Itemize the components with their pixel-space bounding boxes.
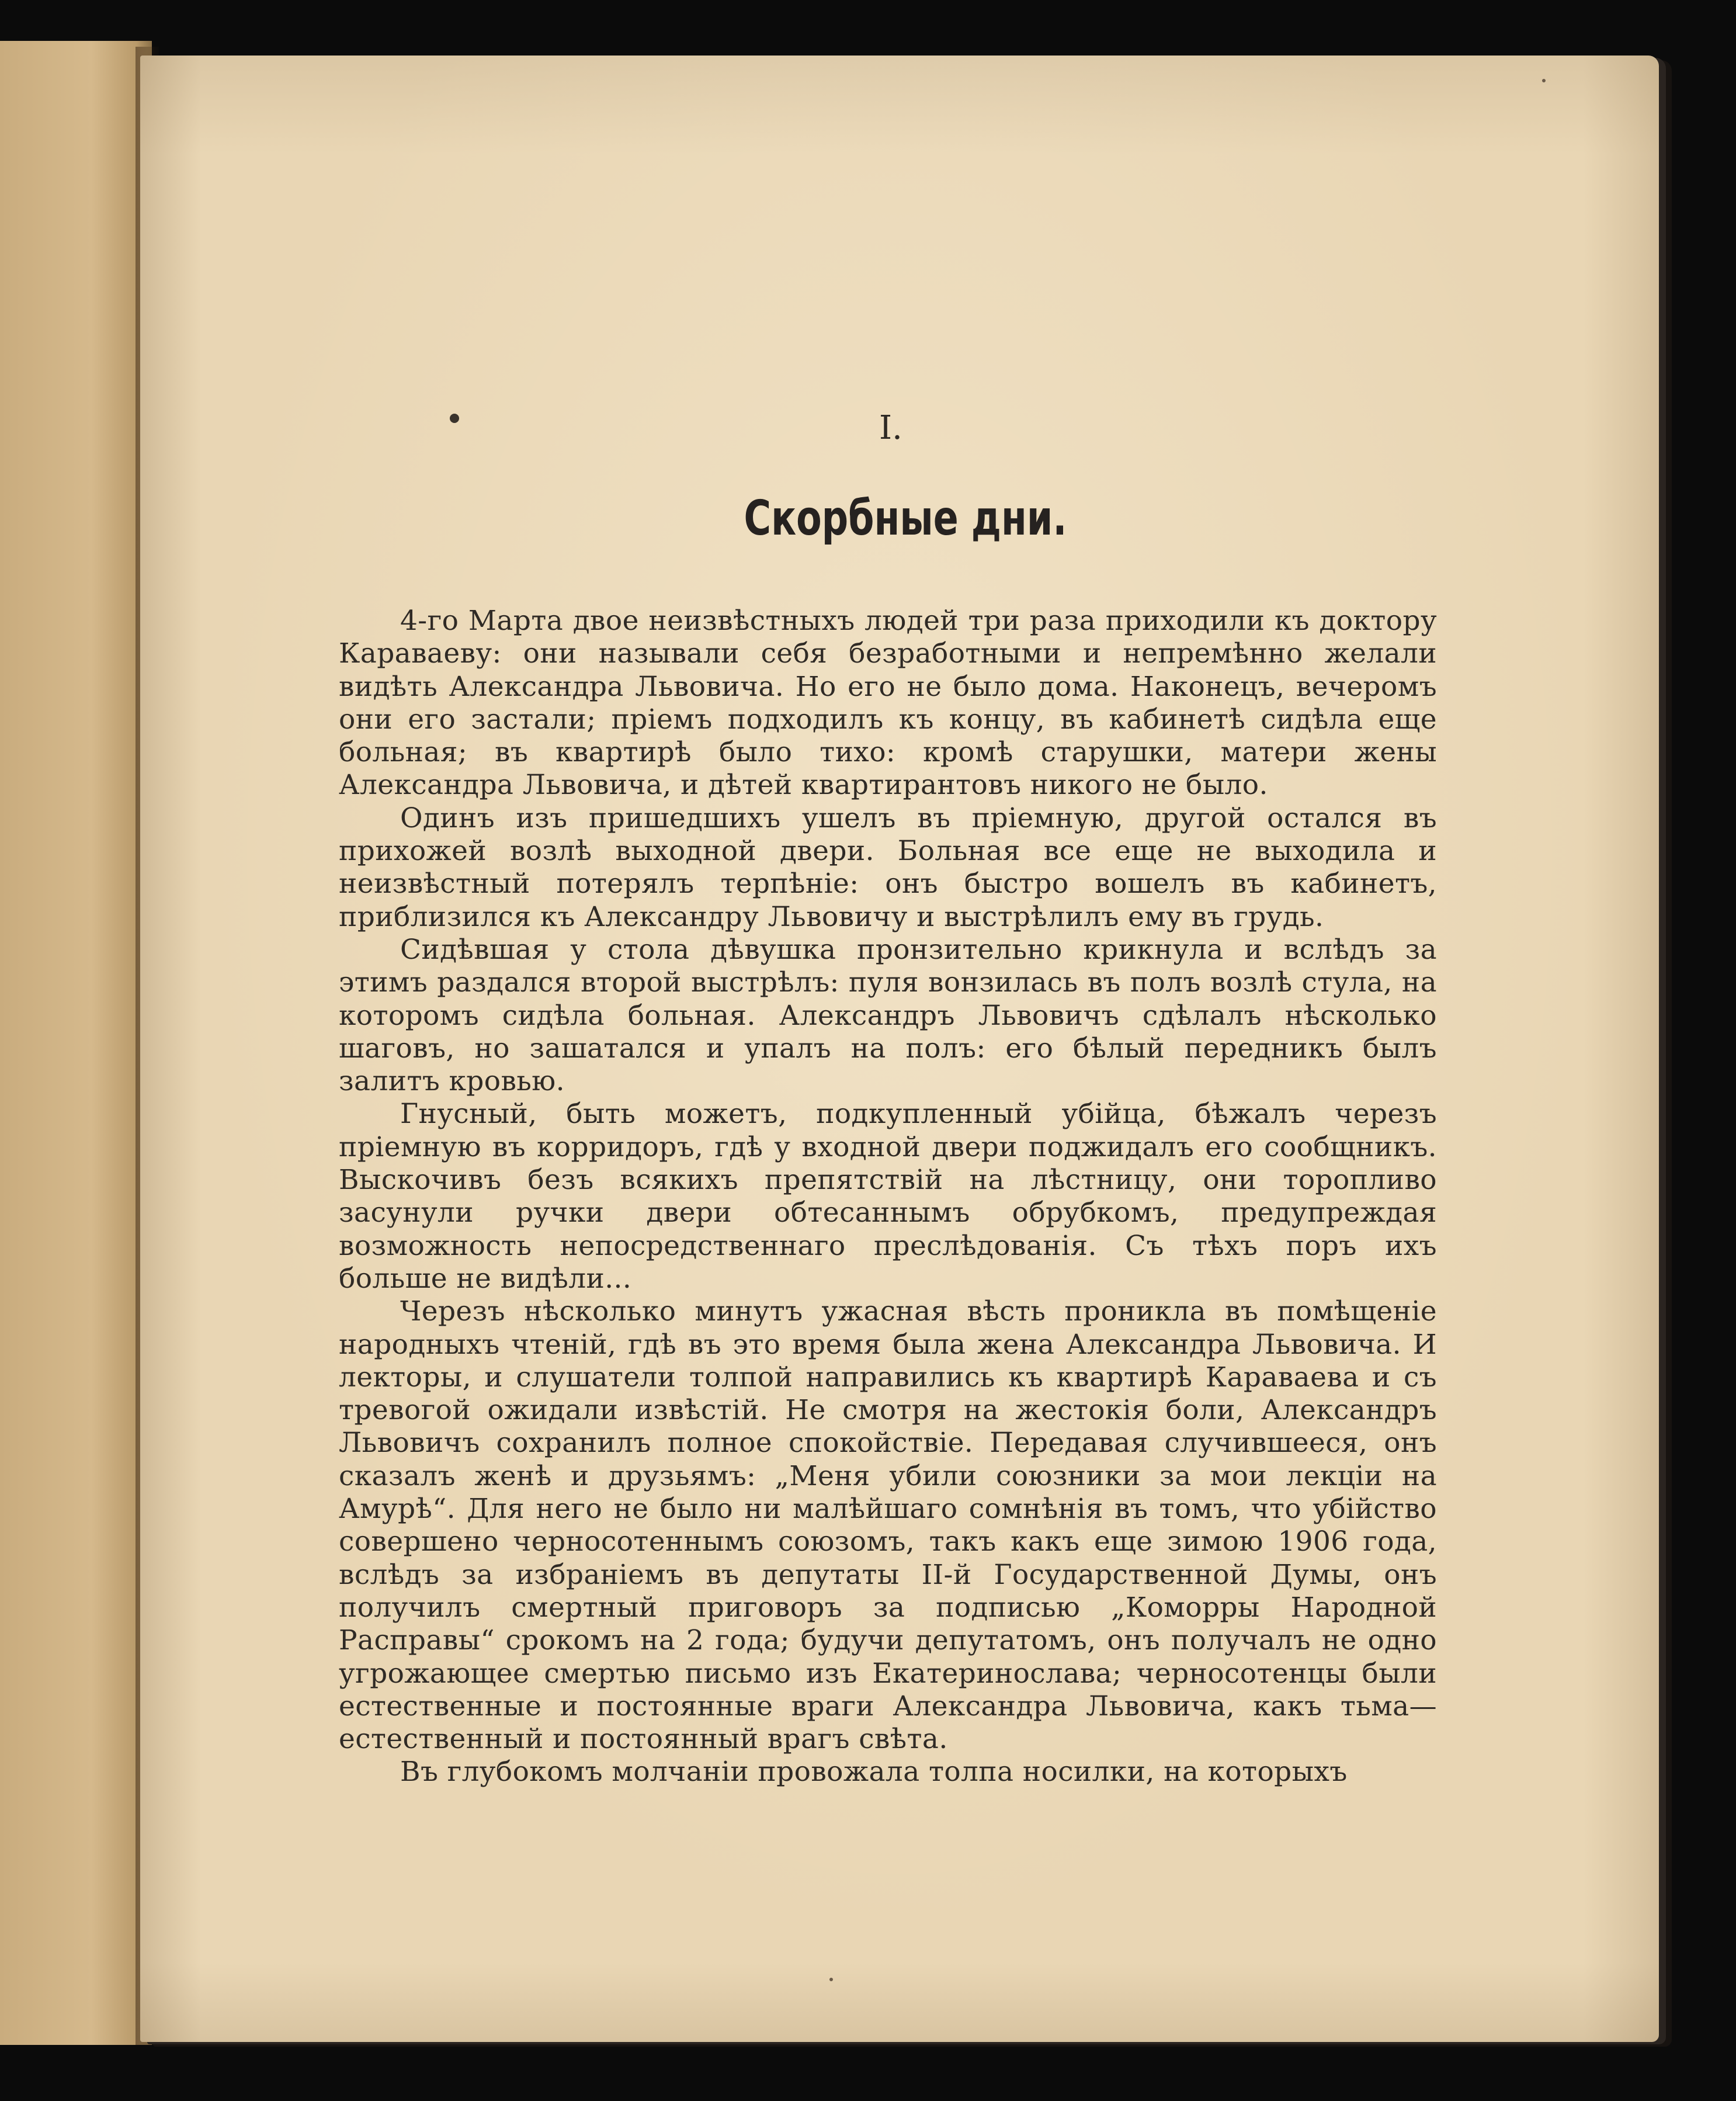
chapter-number: I. [879,409,902,447]
chapter-title: Скорбные дни. [744,491,1067,546]
facing-page-edge [0,41,152,2045]
paragraph: Сидѣвшая у стола дѣвушка пронзительно крикнула и вслѣдъ за этимъ раздался второй выстрѣлъ: пуля вонзилась въ полъ возлѣ стула, на которомъ сидѣла больная. Александръ Львовичъ сдѣлалъ нѣсколько шаговъ, но зашатался и упалъ на полъ: его бѣлый передникъ былъ залитъ кровью. [339,933,1437,1098]
paper-speck [829,1978,833,1981]
paragraph: Черезъ нѣсколько минутъ ужасная вѣсть проникла въ помѣщеніе народныхъ чтеній, гдѣ въ это время была жена Александра Львовича. И лекторы, и слушатели толпой направились къ квартирѣ Караваева и съ тревогой ожидали извѣстій. Не смотря на жестокія боли, Александръ Львовичъ сохранилъ полное спокойствіе. Передавая случившееся, онъ сказалъ женѣ и друзьямъ: „Меня убили союзники за мои лекціи на Амурѣ“. Для него не было ни малѣйшаго сомнѣнія въ томъ, что убійство совершено черносотеннымъ союзомъ, такъ какъ еще зимою 1906 года, вслѣдъ за избраніемъ въ депутаты II-й Государственной Думы, онъ получилъ смертный приговоръ за подписью „Коморры Народной Расправы“ срокомъ на 2 года; будучи депутатомъ, онъ получалъ не одно угрожающее смертью письмо изъ Екатеринослава; черносотенцы были естественные и постоянные враги Александра Львовича, какъ тьма—естественный и постоянный врагъ свѣта. [339,1295,1437,1756]
paragraph: Одинъ изъ пришедшихъ ушелъ въ пріемную, другой остался въ прихожей возлѣ выходной двери. Больная все еще не выходила и неизвѣстный потерялъ терпѣніе: онъ быстро вошелъ въ кабинетъ, приблизился къ Александру Львовичу и выстрѣлилъ ему въ грудь. [339,802,1437,933]
paragraph: Гнусный, быть можетъ, подкупленный убійца, бѣжалъ черезъ пріемную въ корридоръ, гдѣ у входной двери поджидалъ его сообщникъ. Выскочивъ безъ всякихъ препятствій на лѣстницу, они торопливо засунули ручки двери обтесаннымъ обрубкомъ, предупреждая возможность непосредственнаго преслѣдованія. Съ тѣхъ поръ ихъ больше не видѣли... [339,1098,1437,1295]
paper-speck [1542,79,1546,82]
paragraph: 4-го Марта двое неизвѣстныхъ людей три раза приходили къ доктору Караваеву: они называли себя безработными и непремѣнно желали видѣть Александра Львовича. Но его не было дома. Наконецъ, вечеромъ они его застали; пріемъ подходилъ къ концу, въ кабинетѣ сидѣла еще больная; въ квартирѣ было тихо: кромѣ старушки, матери жены Александра Львовича, и дѣтей квартирантовъ никого не было. [339,605,1437,802]
body-text [339,605,1437,1789]
paragraph: Въ глубокомъ молчаніи провожала толпа носилки, на которыхъ [400,1756,1348,1788]
printer-mark-dot [450,414,459,423]
